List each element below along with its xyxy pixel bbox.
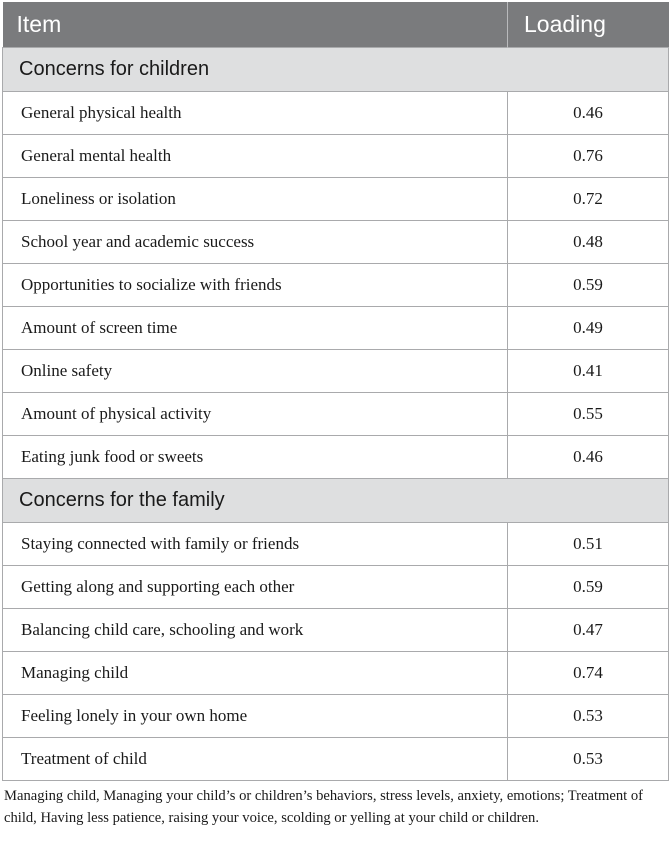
table-row [3,264,669,307]
table-row [3,350,669,393]
table-row [3,393,669,436]
item-cell: Balancing child care, schooling and work [3,609,508,652]
section-header-children [3,48,669,92]
loading-cell: 0.72 [508,178,669,221]
header-row [3,2,669,48]
table-row [3,652,669,695]
loading-cell: 0.48 [508,221,669,264]
item-cell: Opportunities to socialize with friends [3,264,508,307]
item-cell: Managing child [3,652,508,695]
loading-cell: 0.49 [508,307,669,350]
loading-cell: 0.51 [508,523,669,566]
table-row [3,178,669,221]
table-row [3,92,669,135]
table-row [3,307,669,350]
table-row [3,221,669,264]
item-cell: School year and academic success [3,221,508,264]
loading-cell: 0.46 [508,92,669,135]
item-cell: Amount of physical activity [3,393,508,436]
item-cell: General physical health [3,92,508,135]
loading-cell: 0.55 [508,393,669,436]
item-cell: Eating junk food or sweets [3,436,508,479]
table-row [3,609,669,652]
item-cell: Online safety [3,350,508,393]
loading-cell: 0.46 [508,436,669,479]
loading-cell: 0.74 [508,652,669,695]
section-title: Concerns for the family [3,479,669,523]
item-cell: General mental health [3,135,508,178]
loading-cell: 0.59 [508,264,669,307]
loading-cell: 0.47 [508,609,669,652]
item-cell: Amount of screen time [3,307,508,350]
item-cell: Treatment of child [3,738,508,781]
item-cell: Staying connected with family or friends [3,523,508,566]
section-title: Concerns for children [3,48,669,92]
item-cell: Feeling lonely in your own home [3,695,508,738]
item-cell: Getting along and supporting each other [3,566,508,609]
table-footnote: Managing child, Managing your child’s or children’s behaviors, stress levels, anxiety, emotions; Treatment of child, Having less patience, raising your voice, scolding or yelling at your child or children. [4,788,644,826]
table-row [3,135,669,178]
table-row [3,523,669,566]
loading-cell: 0.53 [508,695,669,738]
section-header-family [3,479,669,523]
loadings-table [2,2,669,781]
table-row [3,738,669,781]
header-loading: Loading [508,2,669,48]
loading-cell: 0.53 [508,738,669,781]
header-item: Item [3,2,508,48]
table-row [3,566,669,609]
loading-cell: 0.59 [508,566,669,609]
item-cell: Loneliness or isolation [3,178,508,221]
loading-cell: 0.41 [508,350,669,393]
table-row [3,695,669,738]
table-row [3,436,669,479]
loading-cell: 0.76 [508,135,669,178]
